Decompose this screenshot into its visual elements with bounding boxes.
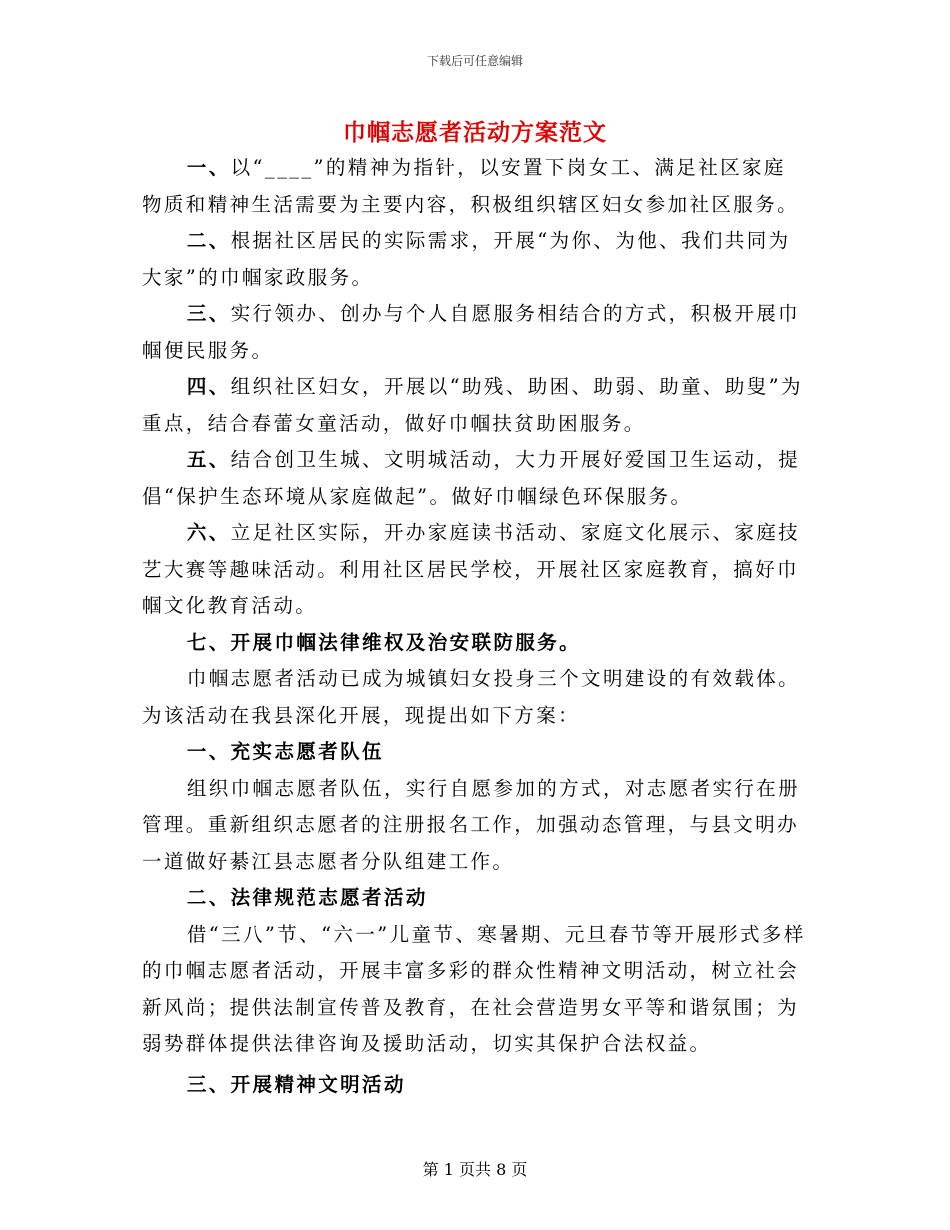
paragraph-lead: 六、 [186,521,231,544]
paragraph-lead: 五、 [186,448,231,471]
paragraph-text: 立足社区实际，开办家庭读书活动、家庭文化展示、家庭技艺大赛等趣味活动。利用社区居民学校，开展社区家庭教育，搞好巾帼文化教育活动。 [142,521,801,617]
paragraph-6 [142,515,807,625]
section-3-heading: 三、开展精神文明活动 [186,1072,406,1096]
section-2-text: 借“三八”节、“六一”儿童节、寒暑期、元旦春节等开展形式多样的巾帼志愿者活动，开展丰富多彩的群众性精神文明活动，树立社会新风尚；提供法制宣传普及教育，在社会营造男女平等和谐氛围；为弱势群体提供法律咨询及援助活动，切实其保护合法权益。 [142,922,806,1055]
heading-7: 七、开展巾帼法律维权及治安联防服务。 [186,630,582,654]
paragraph-lead: 二、 [186,229,231,252]
section-2-heading: 二、法律规范志愿者活动 [186,886,428,909]
paragraph-text: 以“____”的精神为指针，以安置下岗女工、满足社区家庭物质和精神生活需要为主要内容，积极组织辖区妇女参加社区服务。 [142,156,800,216]
paragraph-text: 根据社区居民的实际需求，开展“为你、为他、我们共同为大家”的巾帼家政服务。 [142,229,791,289]
paragraph-1 [142,150,807,223]
intro-paragraph: 巾帼志愿者活动已成为城镇妇女投身三个文明建设的有效载体。为该活动在我县深化开展，现提出如下方案： [142,667,801,727]
paragraph-lead: 四、 [186,375,231,398]
paragraph-3 [142,296,807,369]
page-footer: 第 1 页共 8 页 [422,1160,528,1179]
paragraph-text: 组织社区妇女，开展以“助残、助困、助弱、助童、助叟”为重点，结合春蕾女童活动，做好巾帼扶贫助困服务。 [142,375,803,435]
paragraph-lead: 一、 [186,156,231,179]
section-1-heading: 一、充实志愿者队伍 [186,740,384,763]
paragraph-text: 实行领办、创办与个人自愿服务相结合的方式，积极开展巾帼便民服务。 [142,302,801,362]
paragraph-text: 结合创卫生城、文明城活动，大力开展好爱国卫生运动，提倡“保护生态环境从家庭做起”。做好巾帼绿色环保服务。 [142,448,801,508]
paragraph-lead: 三、 [186,302,231,325]
section-1-text: 组织巾帼志愿者队伍，实行自愿参加的方式，对志愿者实行在册管理。重新组织志愿者的注册报名工作，加强动态管理，与县文明办一道做好綦江县志愿者分队组建工作。 [142,776,801,873]
document-body [142,150,807,1103]
paragraph-4 [142,369,807,442]
header-note: 下载后可任意编辑 [426,54,523,68]
paragraph-2 [142,223,807,296]
paragraph-5 [142,442,807,515]
document-title: 巾帼志愿者活动方案范文 [343,119,607,146]
